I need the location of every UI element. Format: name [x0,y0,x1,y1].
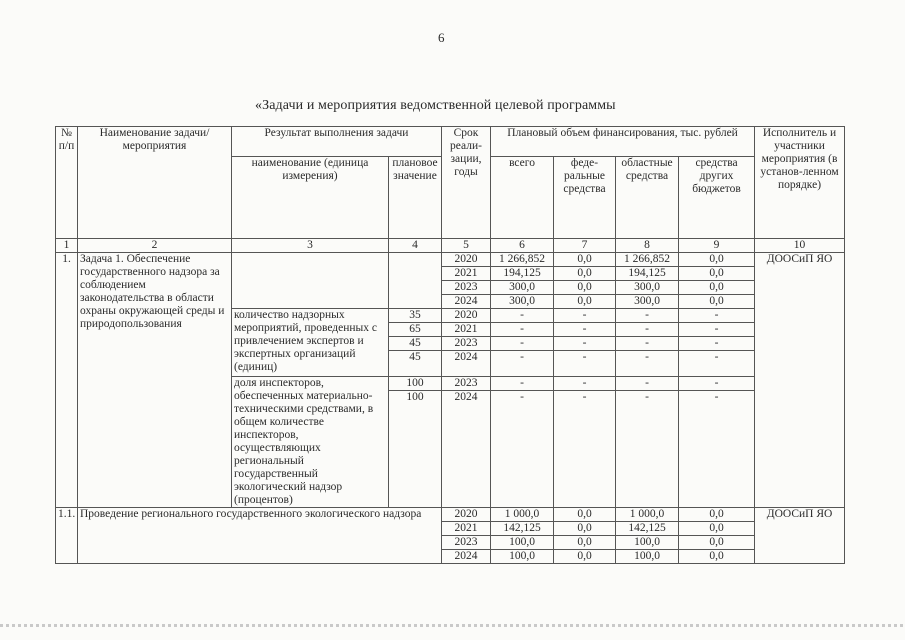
header-result-plan: плановое значение [389,157,442,239]
dash-cell: - [554,337,616,351]
year-cell: 2024 [442,391,491,508]
col-number: 2 [78,239,232,253]
total-cell: 1 000,0 [491,508,554,522]
dash-cell: - [554,309,616,323]
dash-cell: - [491,323,554,337]
col-number: 8 [616,239,679,253]
plan-value-cell: 35 [389,309,442,323]
dash-cell: - [679,323,755,337]
col-number: 10 [755,239,845,253]
federal-cell: 0,0 [554,295,616,309]
plan-value-cell: 100 [389,391,442,508]
header-regional: областные средства [616,157,679,239]
task11-num: 1.1. [56,508,78,564]
federal-cell: 0,0 [554,281,616,295]
task11-name: Проведение регионального государственного экологического надзора [78,508,442,564]
indicator2-name: доля инспекторов, обеспеченных материально-техническими средствами, в общем количестве инспекторов, осуществляющих региональный государственный экологический надзор (процентов) [232,377,389,508]
year-cell: 2021 [442,323,491,337]
year-cell: 2024 [442,295,491,309]
page-number: 6 [438,30,445,45]
dash-cell: - [679,309,755,323]
col-number: 9 [679,239,755,253]
total-cell: 300,0 [491,281,554,295]
other-cell: 0,0 [679,253,755,267]
year-cell: 2021 [442,267,491,281]
col-number: 1 [56,239,78,253]
header-other: средства других бюджетов [679,157,755,239]
indicator1-name: количество надзорных мероприятий, проведенных с привлечением экспертов и экспертных организаций (единиц) [232,309,389,377]
federal-cell: 0,0 [554,536,616,550]
federal-cell: 0,0 [554,508,616,522]
other-cell: 0,0 [679,295,755,309]
dash-cell: - [616,309,679,323]
document-title: «Задачи и мероприятия ведомственной целевой программы [255,98,616,113]
other-cell: 0,0 [679,508,755,522]
plan-value-cell: 45 [389,337,442,351]
other-cell: 0,0 [679,281,755,295]
dash-cell: - [679,351,755,377]
dash-cell: - [554,391,616,508]
dash-cell: - [491,337,554,351]
header-executor: Исполнитель и участники мероприятия (в установ-ленном порядке) [755,127,845,239]
total-cell: 100,0 [491,550,554,564]
dash-cell: - [491,377,554,391]
year-cell: 2020 [442,309,491,323]
col-number: 5 [442,239,491,253]
header-name: Наименование задачи/мероприятия [78,127,232,239]
col-number: 7 [554,239,616,253]
header-total: всего [491,157,554,239]
regional-cell: 1 266,852 [616,253,679,267]
other-cell: 0,0 [679,267,755,281]
dash-cell: - [679,337,755,351]
dash-cell: - [491,309,554,323]
year-cell: 2020 [442,508,491,522]
task11-executor: ДООСиП ЯО [755,508,845,564]
header-result-name: наименование (единица измерения) [232,157,389,239]
task1-name: Задача 1. Обеспечение государственного надзора за соблюдением законодательства в области охраны окружающей среды и природопользования [78,253,232,508]
scan-edge-artifact [0,624,905,627]
total-cell: 100,0 [491,536,554,550]
col-number: 6 [491,239,554,253]
regional-cell: 1 000,0 [616,508,679,522]
year-cell: 2024 [442,550,491,564]
total-cell: 300,0 [491,295,554,309]
header-term: Срок реали-зации, годы [442,127,491,239]
dash-cell: - [491,391,554,508]
year-cell: 2023 [442,337,491,351]
year-cell: 2021 [442,522,491,536]
total-cell: 1 266,852 [491,253,554,267]
dash-cell: - [491,351,554,377]
dash-cell: - [616,351,679,377]
federal-cell: 0,0 [554,522,616,536]
header-num: № п/п [56,127,78,239]
plan-value-cell: 100 [389,377,442,391]
task1-executor: ДООСиП ЯО [755,253,845,508]
year-cell: 2020 [442,253,491,267]
dash-cell: - [554,323,616,337]
dash-cell: - [554,377,616,391]
total-cell: 142,125 [491,522,554,536]
task1-empty-result [232,253,389,309]
regional-cell: 142,125 [616,522,679,536]
federal-cell: 0,0 [554,550,616,564]
regional-cell: 100,0 [616,550,679,564]
dash-cell: - [616,377,679,391]
total-cell: 194,125 [491,267,554,281]
federal-cell: 0,0 [554,253,616,267]
dash-cell: - [554,351,616,377]
year-cell: 2024 [442,351,491,377]
year-cell: 2023 [442,281,491,295]
header-funding: Плановый объем финансирования, тыс. рублей [491,127,755,157]
col-number: 4 [389,239,442,253]
col-number: 3 [232,239,389,253]
program-table [55,126,845,564]
dash-cell: - [616,391,679,508]
plan-value-cell: 65 [389,323,442,337]
task1-num: 1. [56,253,78,508]
year-cell: 2023 [442,377,491,391]
federal-cell: 0,0 [554,267,616,281]
dash-cell: - [679,391,755,508]
plan-value-cell: 45 [389,351,442,377]
dash-cell: - [616,323,679,337]
regional-cell: 100,0 [616,536,679,550]
header-federal: феде-ральные средства [554,157,616,239]
other-cell: 0,0 [679,550,755,564]
header-result: Результат выполнения задачи [232,127,442,157]
regional-cell: 194,125 [616,267,679,281]
regional-cell: 300,0 [616,281,679,295]
regional-cell: 300,0 [616,295,679,309]
year-cell: 2023 [442,536,491,550]
task1-empty-plan [389,253,442,309]
other-cell: 0,0 [679,522,755,536]
dash-cell: - [616,337,679,351]
dash-cell: - [679,377,755,391]
other-cell: 0,0 [679,536,755,550]
